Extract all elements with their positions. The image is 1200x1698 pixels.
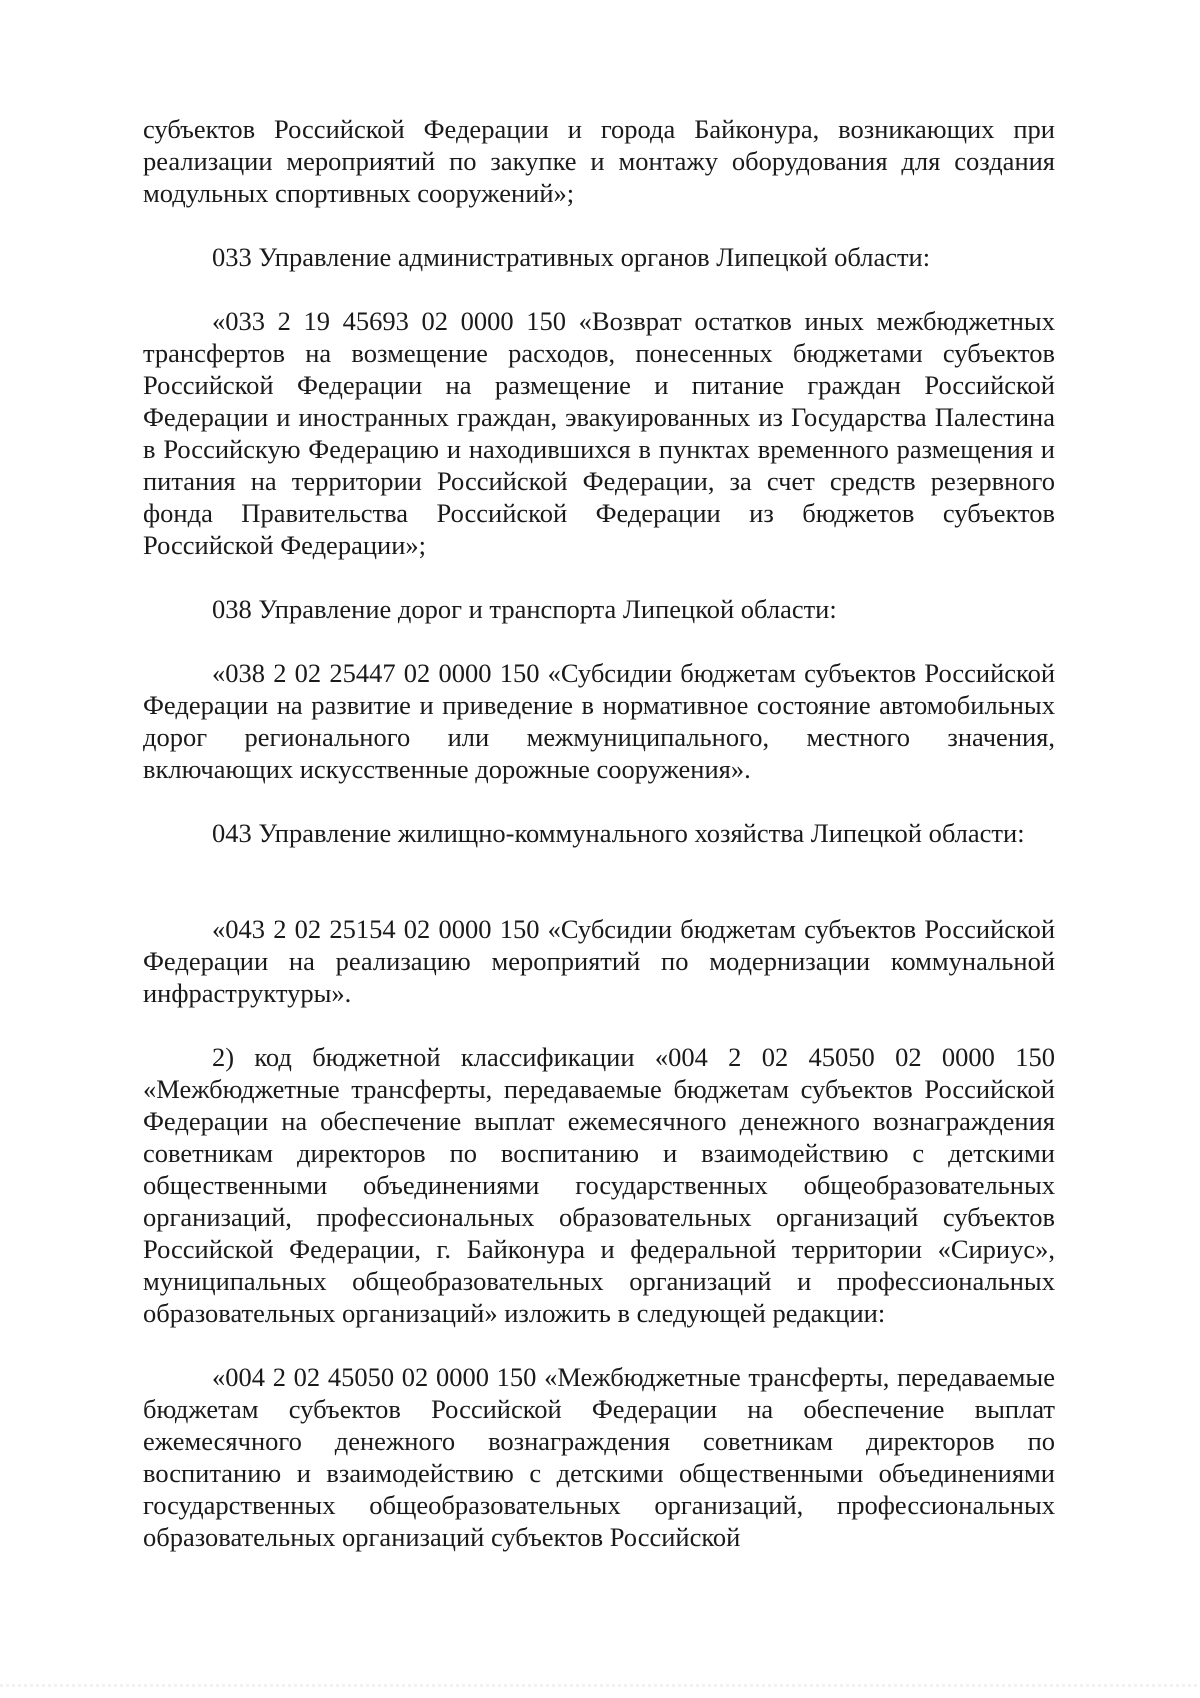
paragraph-text: «043 2 02 25154 02 0000 150 «Субсидии бюджетам субъектов Российской Федерации на реализацию мероприятий по модернизации коммунальной инфраструктуры». [143, 914, 1055, 1008]
paragraph-text: «004 2 02 45050 02 0000 150 «Межбюджетные трансферты, передаваемые бюджетам субъектов Российской Федерации на обеспечение выплат ежемесячного денежного вознаграждения советникам директоров по воспитанию и взаимодействию с детскими общественными объединениями государственных общеобразовательных организаций, профессиональных образовательных организаций субъектов Российской [143, 1362, 1055, 1552]
paragraph-department-038 [143, 593, 1055, 625]
paragraph-department-043 [143, 817, 1055, 849]
paragraph-item-2 [143, 1041, 1055, 1329]
paragraph-code-033 [143, 305, 1055, 561]
paragraph-text: субъектов Российской Федерации и города Байконура, возникающих при реализации мероприятий по закупке и монтажу оборудования для создания модульных спортивных сооружений»; [143, 114, 1055, 208]
scan-artifact [0, 1684, 1200, 1687]
paragraph-text: 038 Управление дорог и транспорта Липецкой области: [212, 594, 837, 624]
paragraph-code-038 [143, 657, 1055, 785]
paragraph-text: 2) код бюджетной классификации «004 2 02 45050 02 0000 150 «Межбюджетные трансферты, передаваемые бюджетам субъектов Российской Федерации на обеспечение выплат ежемесячного денежного вознаграждения советникам директоров по воспитанию и взаимодействию с детскими общественными объединениями государственных общеобразовательных организаций, профессиональных образовательных организаций субъектов Российской Федерации, г. Байконура и федеральной территории «Сириус», муниципальных общеобразовательных организаций и профессиональных образовательных организаций» изложить в следующей редакции: [143, 1042, 1055, 1328]
paragraph-new-wording [143, 1361, 1055, 1553]
paragraph-text: 033 Управление административных органов Липецкой области: [212, 242, 931, 272]
paragraph-code-043 [143, 913, 1055, 1009]
paragraph-text: «038 2 02 25447 02 0000 150 «Субсидии бюджетам субъектов Российской Федерации на развитие и приведение в нормативное состояние автомобильных дорог регионального или межмуниципального, местного значения, включающих искусственные дорожные сооружения». [143, 658, 1055, 784]
paragraph-text: «033 2 19 45693 02 0000 150 «Возврат остатков иных межбюджетных трансфертов на возмещение расходов, понесенных бюджетами субъектов Российской Федерации на размещение и питание граждан Российской Федерации и иностранных граждан, эвакуированных из Государства Палестина в Российскую Федерацию и находившихся в пунктах временного размещения и питания на территории Российской Федерации, за счет средств резервного фонда Правительства Российской Федерации из бюджетов субъектов Российской Федерации»; [143, 306, 1055, 560]
paragraph-text: 043 Управление жилищно-коммунального хозяйства Липецкой области: [212, 818, 1025, 848]
paragraph-department-033 [143, 241, 1055, 273]
paragraph-continuation [143, 113, 1055, 209]
